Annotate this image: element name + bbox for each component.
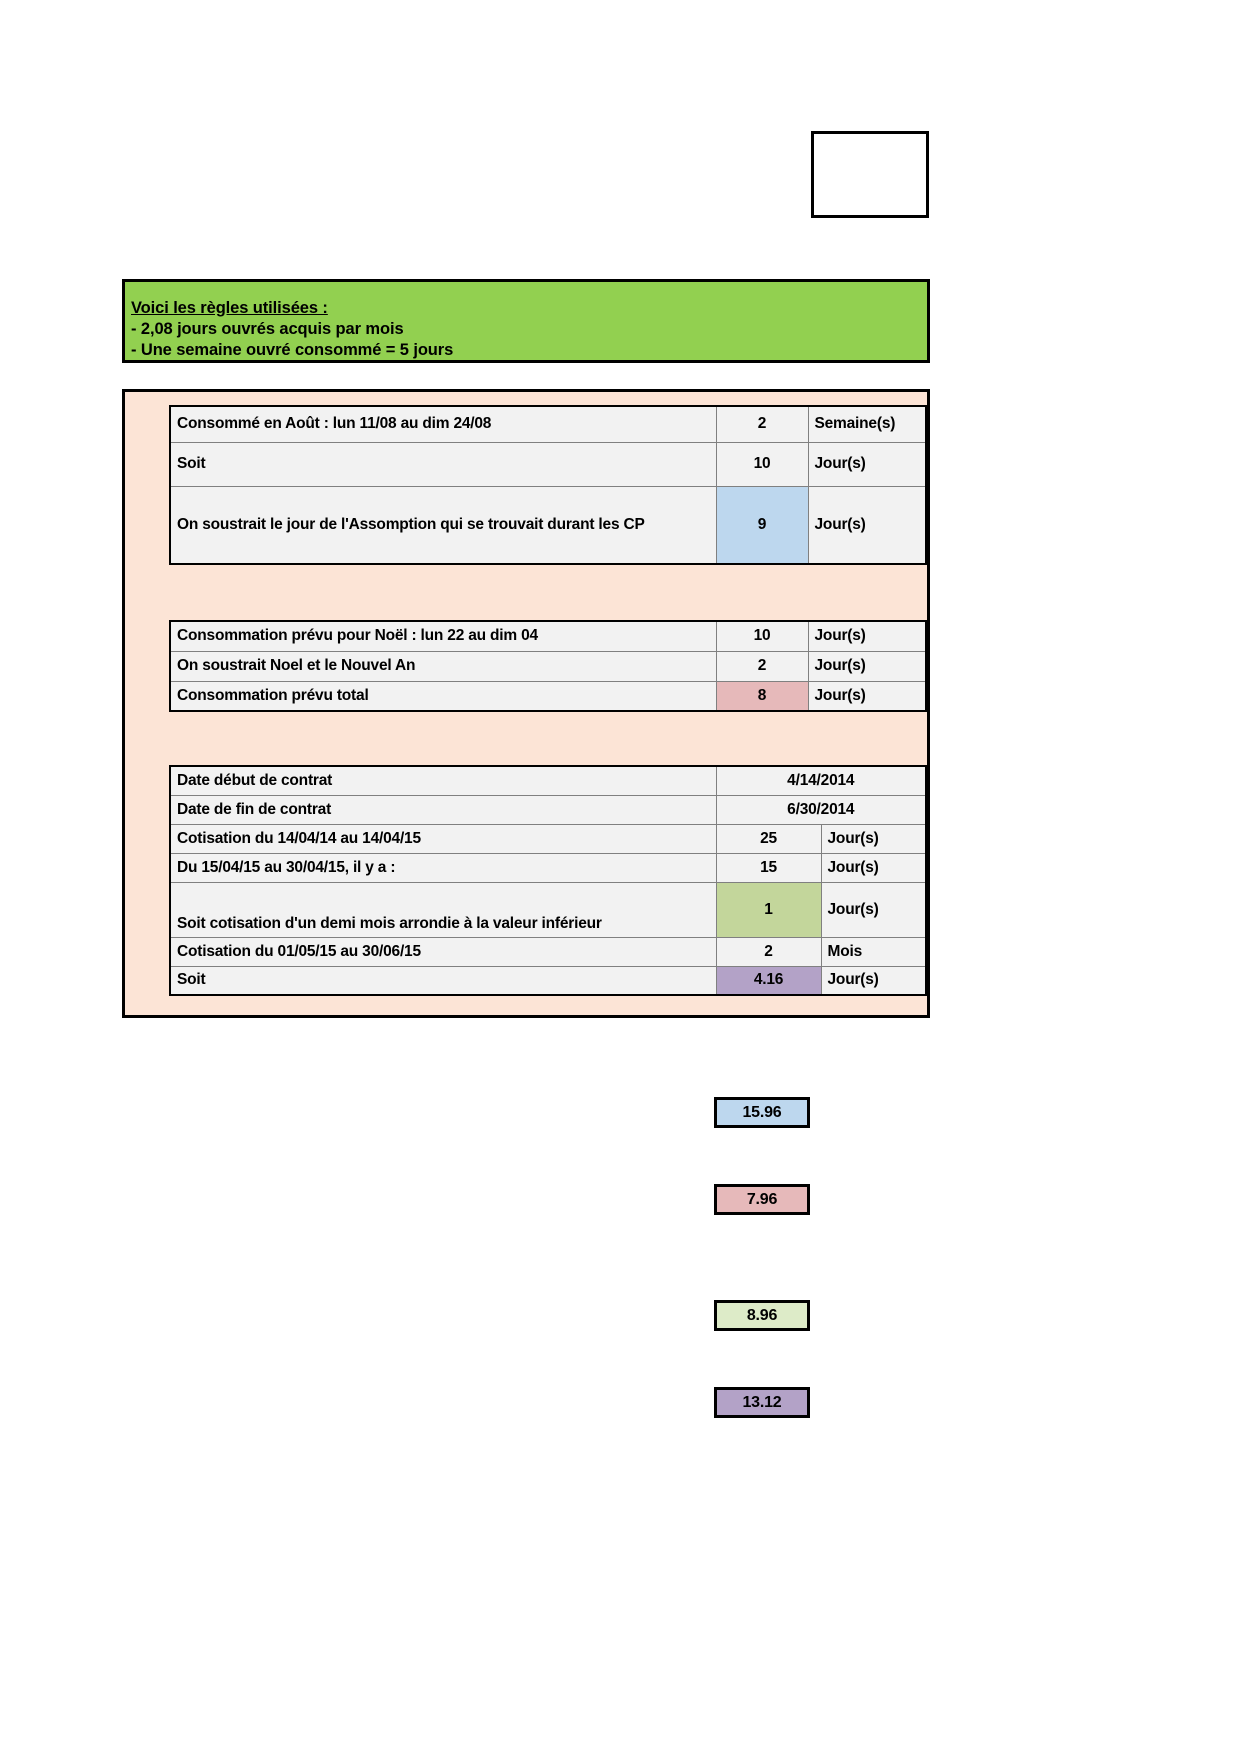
row-unit: Jour(s) [821, 824, 926, 853]
row-value: 2 [716, 406, 808, 442]
result-box-solde-acquis: 15.96 [714, 1097, 810, 1128]
row-unit: Mois [821, 937, 926, 966]
row-label: Cotisation du 01/05/15 au 30/06/15 [170, 937, 716, 966]
table-row [170, 937, 926, 966]
row-value-highlighted: 8 [716, 681, 808, 711]
row-label: Consommé en Août : lun 11/08 au dim 24/08 [170, 406, 716, 442]
result-box-solde-demimois: 8.96 [714, 1300, 810, 1331]
table-contrat-cotisation [169, 765, 927, 996]
table-row [170, 795, 926, 824]
row-unit: Semaine(s) [808, 406, 926, 442]
result-box-solde-total: 13.12 [714, 1387, 810, 1418]
row-label: Date début de contrat [170, 766, 716, 795]
rules-line-accrual: - 2,08 jours ouvrés acquis par mois [131, 320, 404, 338]
table-row [170, 853, 926, 882]
row-unit: Jour(s) [808, 486, 926, 564]
rules-line-week: - Une semaine ouvré consommé = 5 jours [131, 341, 454, 359]
row-value: 2 [716, 937, 821, 966]
table-row [170, 621, 926, 651]
row-value-highlighted: 4.16 [716, 966, 821, 995]
table-row [170, 651, 926, 681]
table-row [170, 882, 926, 937]
empty-outlined-box [811, 131, 929, 218]
row-label: On soustrait le jour de l'Assomption qui se trouvait durant les CP [170, 486, 716, 564]
result-box-solde-noel: 7.96 [714, 1184, 810, 1215]
row-value: 2 [716, 651, 808, 681]
table-row [170, 442, 926, 486]
row-label: Cotisation du 14/04/14 au 14/04/15 [170, 824, 716, 853]
row-value-highlighted: 9 [716, 486, 808, 564]
table-row [170, 681, 926, 711]
row-unit: Jour(s) [808, 651, 926, 681]
table-consomme-aout [169, 405, 927, 565]
row-value: 25 [716, 824, 821, 853]
row-label: Consommation prévu pour Noël : lun 22 au dim 04 [170, 621, 716, 651]
table-row [170, 966, 926, 995]
row-value-date: 6/30/2014 [716, 795, 926, 824]
row-unit: Jour(s) [821, 966, 926, 995]
table-row [170, 486, 926, 564]
row-value-date: 4/14/2014 [716, 766, 926, 795]
table-consommation-noel [169, 620, 927, 712]
table-row [170, 766, 926, 795]
row-unit: Jour(s) [821, 853, 926, 882]
row-label: Soit [170, 442, 716, 486]
row-value: 15 [716, 853, 821, 882]
row-value: 10 [716, 442, 808, 486]
table-row [170, 824, 926, 853]
row-unit: Jour(s) [808, 442, 926, 486]
row-label: Soit [170, 966, 716, 995]
rules-banner [122, 279, 930, 363]
row-label: Du 15/04/15 au 30/04/15, il y a : [170, 853, 716, 882]
row-label: Date de fin de contrat [170, 795, 716, 824]
rules-line-title: Voici les règles utilisées : [131, 299, 328, 317]
row-value-highlighted: 1 [716, 882, 821, 937]
row-label: Consommation prévu total [170, 681, 716, 711]
row-unit: Jour(s) [808, 681, 926, 711]
row-unit: Jour(s) [821, 882, 926, 937]
row-label: Soit cotisation d'un demi mois arrondie à la valeur inférieur [170, 882, 716, 937]
table-row [170, 406, 926, 442]
row-value: 10 [716, 621, 808, 651]
row-unit: Jour(s) [808, 621, 926, 651]
row-label: On soustrait Noel et le Nouvel An [170, 651, 716, 681]
